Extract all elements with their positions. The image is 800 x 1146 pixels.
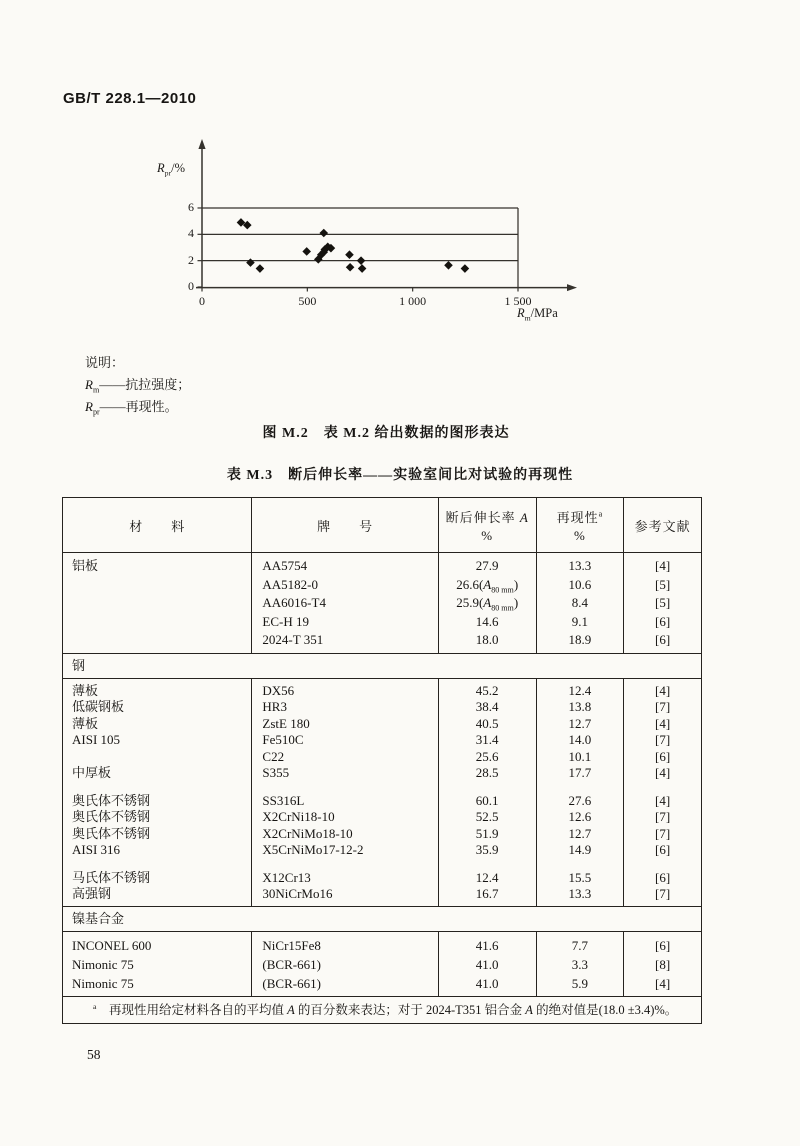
data-point-diamond <box>358 264 367 273</box>
table-column <box>252 679 438 906</box>
table-cell <box>439 782 536 793</box>
table-cell <box>63 631 251 650</box>
table-cell: [7] <box>655 886 671 901</box>
table-cell: [7] <box>655 699 671 714</box>
table-cell: 13.3 <box>568 886 592 901</box>
table-column <box>537 932 625 996</box>
y-axis-label: $R_{pr}/\%$ <box>157 161 185 178</box>
table-column <box>63 553 252 653</box>
y-tick-label: 6 <box>188 199 194 214</box>
table-cell <box>63 613 251 632</box>
standard-code: GB/T 228.1—2010 <box>63 90 197 107</box>
table-cell: [5] <box>655 595 671 610</box>
table-cell <box>63 859 251 870</box>
x-tick-label: 1 000 <box>399 294 427 308</box>
table-cell: 38.4 <box>475 699 499 714</box>
chart-legend <box>85 352 190 418</box>
table-column <box>537 679 625 906</box>
header-reproducibility: 再现性$^a$ % <box>537 498 625 552</box>
table-column <box>624 679 701 906</box>
table-cell: 41.6 <box>475 937 499 953</box>
data-point-diamond <box>444 261 453 270</box>
table-cell: [5] <box>655 576 671 592</box>
x-axis-label: $R_m$/MPa <box>517 306 558 323</box>
x-tick-label: 1 500 <box>504 294 532 308</box>
table-cell: [4] <box>655 765 671 780</box>
table-cell: 25.6 <box>475 748 499 764</box>
table-cell: AISI 105 <box>72 732 121 747</box>
table-cell: 27.6 <box>568 792 592 808</box>
table-column <box>439 932 537 996</box>
header-reference: 参考文献 <box>634 518 691 534</box>
table-cell: [6] <box>655 632 671 647</box>
legend-desc: ——抗拉强度； <box>99 377 191 392</box>
table-cell: $26.6(A_{80 mm})$ <box>456 576 519 595</box>
table-cell: X2CrNiMo18-10 <box>262 825 353 841</box>
legend-item <box>85 374 190 396</box>
table-cell: C22 <box>262 748 285 764</box>
table-cell: [6] <box>655 748 671 764</box>
table-cell: 奥氏体不锈钢 <box>72 825 151 841</box>
table-block <box>63 932 701 996</box>
table-cell: 35.9 <box>475 842 499 857</box>
table-cell: 中厚板 <box>72 765 112 780</box>
page-number: 58 <box>87 1047 101 1062</box>
table-cell: 12.4 <box>475 869 499 885</box>
table-cell: 2024-T 351 <box>262 632 324 647</box>
table-cell: AA5182-0 <box>262 576 319 592</box>
table-cell: AA6016-T4 <box>262 595 326 610</box>
table-cell <box>63 594 251 613</box>
table-column <box>252 932 438 996</box>
table-cell <box>439 859 536 870</box>
table-cell: 12.7 <box>568 715 592 731</box>
section-row: 钢 <box>63 653 701 679</box>
y-tick-label: 0 <box>188 279 194 293</box>
legend-desc: ——再现性。 <box>99 399 178 414</box>
table-column <box>63 932 252 996</box>
table-cell: X5CrNiMo17-12-2 <box>262 842 364 857</box>
data-point-diamond <box>357 256 366 265</box>
table-column <box>624 553 701 653</box>
header-material: 材 料 <box>63 498 252 552</box>
table-cell: 13.3 <box>568 558 592 573</box>
x-tick-label: 0 <box>199 294 205 308</box>
table-cell <box>537 782 624 793</box>
table-cell: [4] <box>655 792 671 808</box>
table-cell: 28.5 <box>475 765 499 780</box>
table-cell: (BCR-661) <box>262 975 321 991</box>
table-cell: [7] <box>655 825 671 841</box>
table-column <box>63 679 252 906</box>
legend-title: 说明： <box>85 355 125 370</box>
table-column <box>252 553 438 653</box>
table-cell: 45.2 <box>475 682 499 698</box>
table-cell: 薄板 <box>72 715 99 731</box>
table-cell <box>252 782 437 793</box>
table-cell: [6] <box>655 869 671 885</box>
section-row: 镍基合金 <box>63 906 701 932</box>
table-cell: 40.5 <box>475 715 499 731</box>
header-elongation: 断后伸长率 A % <box>439 498 537 552</box>
table-cell: 60.1 <box>475 792 499 808</box>
table-footnote: $^a$ 再现性用给定材料各自的平均值 A 的百分数来表达；对于 2024-T351 铝合金 A 的绝对值是(18.0 ±3.4)%。 <box>63 996 701 1023</box>
table-cell: 低碳钢板 <box>72 699 125 714</box>
table-cell: [6] <box>655 613 671 629</box>
table-block <box>63 553 701 653</box>
header-grade: 牌 号 <box>252 498 438 552</box>
table-cell: 5.9 <box>571 975 588 991</box>
table-cell: [4] <box>655 715 671 731</box>
table-cell: 16.7 <box>475 886 499 901</box>
table-cell: 14.0 <box>568 732 592 747</box>
table-cell: 12.4 <box>568 682 592 698</box>
table-cell: S355 <box>262 765 290 780</box>
data-point-diamond <box>345 250 354 259</box>
table-cell: Nimonic 75 <box>72 956 134 972</box>
table-cell: [4] <box>655 975 671 991</box>
table-caption: 表 M.3 断后伸长率——实验室间比对试验的再现性 <box>226 468 574 483</box>
table-cell: 马氏体不锈钢 <box>72 869 151 885</box>
table-cell: 18.0 <box>475 632 499 647</box>
x-axis-arrow-icon <box>567 284 577 291</box>
data-point-diamond <box>256 264 265 273</box>
table-cell: [6] <box>655 937 671 953</box>
table-cell: [8] <box>655 956 671 972</box>
y-axis-arrow-icon <box>198 139 205 149</box>
table-cell: 9.1 <box>571 613 588 629</box>
table-column <box>439 679 537 906</box>
table-cell <box>624 782 701 793</box>
table-cell: 薄板 <box>72 682 99 698</box>
data-point-diamond <box>346 263 355 272</box>
table-cell: 15.5 <box>568 869 592 885</box>
table-cell: [7] <box>655 732 671 747</box>
table-block <box>63 679 701 906</box>
table-cell <box>252 859 437 870</box>
legend-symbol: $R_m$ <box>85 377 100 395</box>
table-cell <box>63 782 251 793</box>
table-cell: SS316L <box>262 792 305 808</box>
table-cell: $25.9(A_{80 mm})$ <box>456 595 519 613</box>
table-cell: 52.5 <box>475 809 499 824</box>
table-column <box>624 932 701 996</box>
table-cell: AISI 316 <box>72 842 121 857</box>
table-cell: 7.7 <box>571 937 588 953</box>
data-point-diamond <box>302 247 311 256</box>
table-cell: 14.9 <box>568 842 592 857</box>
data-point-diamond <box>246 258 255 267</box>
data-point-diamond <box>461 264 470 273</box>
figure-caption: 图 M.2 表 M.2 给出数据的图形表达 <box>262 426 510 441</box>
table-cell: 10.6 <box>568 576 592 592</box>
table-cell: INCONEL 600 <box>72 937 152 953</box>
table-cell: X2CrNi18-10 <box>262 809 335 824</box>
legend-symbol: $R_{pr}$ <box>85 399 100 417</box>
table-cell: 12.7 <box>568 825 592 841</box>
material-table <box>62 497 702 1024</box>
table-cell: 14.6 <box>475 613 499 629</box>
data-point-diamond <box>319 229 328 238</box>
table-cell: 奥氏体不锈钢 <box>72 792 151 808</box>
table-cell: 30NiCrMo16 <box>262 886 333 901</box>
table-cell: EC-H 19 <box>262 613 309 629</box>
table-cell: AA5754 <box>262 558 308 573</box>
table-cell: 51.9 <box>475 825 499 841</box>
table-body <box>63 553 701 996</box>
table-cell: 13.8 <box>568 699 592 714</box>
table-cell: 奥氏体不锈钢 <box>72 809 151 824</box>
table-cell: 高强钢 <box>72 886 112 901</box>
table-cell <box>63 749 251 766</box>
table-cell: 12.6 <box>568 809 592 824</box>
table-cell: 铝板 <box>72 558 99 573</box>
table-cell: 3.3 <box>571 956 588 972</box>
table-cell: X12Cr13 <box>262 869 311 885</box>
table-cell: Nimonic 75 <box>72 975 134 991</box>
table-cell: NiCr15Fe8 <box>262 937 321 953</box>
table-cell: DX56 <box>262 682 295 698</box>
table-cell: ZstE 180 <box>262 715 310 731</box>
table-cell: 10.1 <box>568 748 592 764</box>
table-cell: 27.9 <box>475 558 499 573</box>
table-header-row <box>63 498 701 553</box>
y-tick-label: 2 <box>188 252 194 267</box>
table-cell: 17.7 <box>568 765 592 780</box>
table-cell: Fe510C <box>262 732 304 747</box>
table-cell <box>624 859 701 870</box>
table-cell: [4] <box>655 682 671 698</box>
table-column <box>537 553 625 653</box>
table-cell: 18.9 <box>568 632 592 647</box>
table-cell <box>537 859 624 870</box>
table-cell: 41.0 <box>475 956 499 972</box>
table-cell: [4] <box>655 558 671 573</box>
table-cell: (BCR-661) <box>262 956 321 972</box>
table-cell: 41.0 <box>475 975 499 991</box>
table-cell: HR3 <box>262 699 287 714</box>
table-cell: [7] <box>655 809 671 824</box>
table-cell <box>63 576 251 595</box>
table-column <box>439 553 537 653</box>
legend-item <box>85 396 190 418</box>
y-tick-label: 4 <box>188 226 194 241</box>
table-cell: [6] <box>655 842 671 857</box>
table-cell: 8.4 <box>571 595 588 610</box>
table-cell: 31.4 <box>475 732 499 747</box>
x-tick-label: 500 <box>298 294 317 308</box>
